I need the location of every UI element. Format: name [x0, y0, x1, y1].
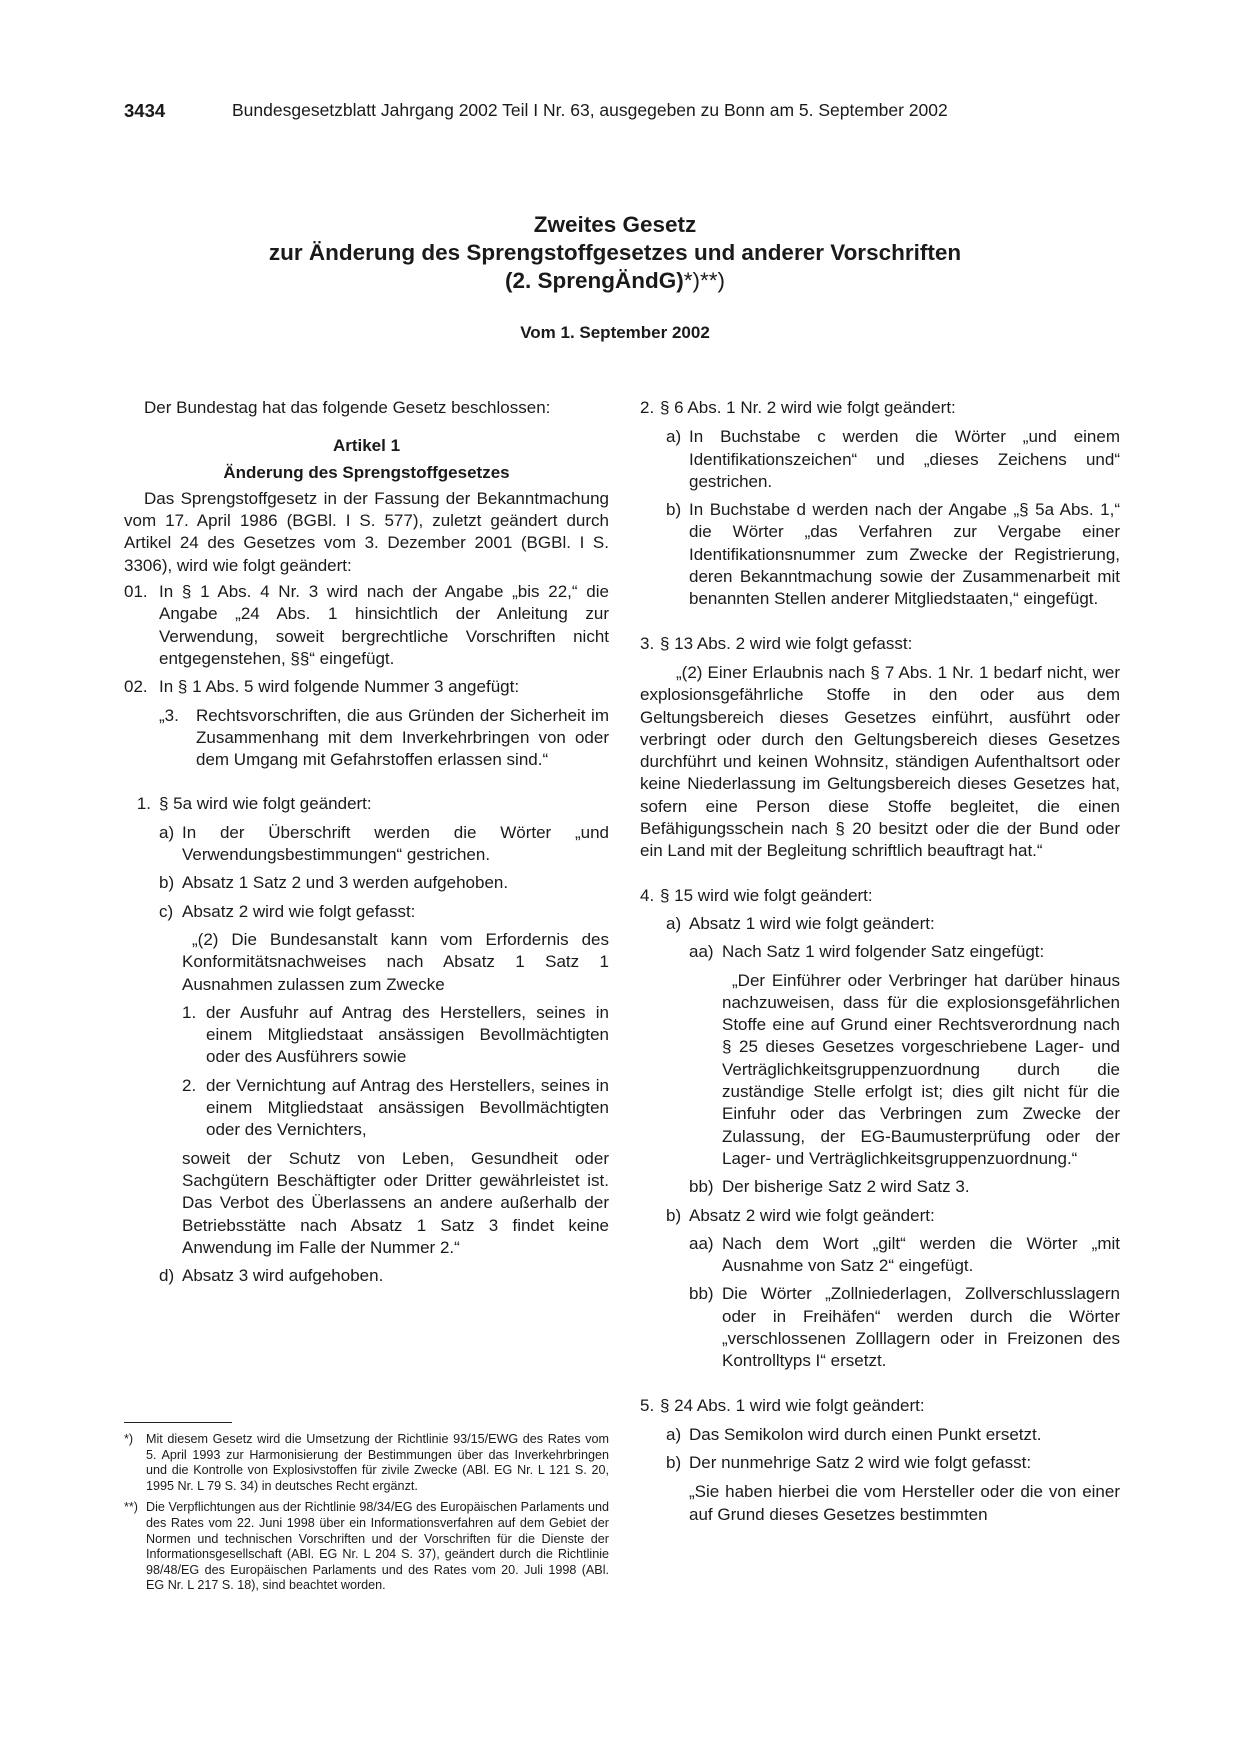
article-subheading: Änderung des Sprengstoffgesetzes [223, 462, 510, 482]
page-number: 3434 [124, 100, 166, 121]
right-column [640, 397, 1120, 1526]
sub-item: a) Das Semikolon wird durch einen Punkt ersetzt. [666, 1424, 1042, 1444]
sub-item: a) In der Überschrift werden die Wörter „und Verwendungsbestimmungen“ gestrichen. [159, 822, 609, 865]
list-item: 3. § 13 Abs. 2 wird wie folgt gefasst: [640, 633, 913, 653]
quoted-paragraph: soweit der Schutz von Leben, Gesundheit oder Sachgütern Beschäftigter oder Dritter gewährleistet ist. Das Verbot des Überlassens an andere außerhalb der Betriebsstätte nach Absatz 1 Satz 3 findet keine Anwendung im Falle der Nummer 2.“ [182, 1148, 609, 1257]
sub-item: b) Der nunmehrige Satz 2 wird wie folgt gefasst: [666, 1453, 1032, 1473]
intro-sentence: Der Bundestag hat das folgende Gesetz beschlossen: [144, 398, 551, 417]
article-intro-paragraph: Das Sprengstoffgesetz in der Fassung der Bekanntmachung vom 17. April 1986 (BGBl. I S. 577), zuletzt geändert durch Artikel 24 des Gesetzes vom 3. Dezember 2001 (BGBl. I S. 3306), wird wie folgt geändert: [124, 488, 609, 575]
footnote-divider [124, 1422, 232, 1423]
quoted-item: „3. Rechtsvorschriften, die aus Gründen der Sicherheit im Zusammenhang mit dem Inverkehrbringen von oder dem Umgang mit Gefahrstoffen erlassen sind.“ [159, 705, 609, 770]
footnote-markers: *)**) [683, 268, 725, 293]
running-title: Bundesgesetzblatt Jahrgang 2002 Teil I Nr. 63, ausgegeben zu Bonn am 5. September 2002 [232, 100, 948, 120]
title-line-1: Zweites Gesetz [533, 212, 697, 237]
list-item: 2. § 6 Abs. 1 Nr. 2 wird wie folgt geändert: [640, 398, 956, 417]
footnote: **) Die Verpflichtungen aus der Richtlinie 98/34/EG des Europäischen Parlaments und des Rates vom 22. Juni 1998 über ein Informationsverfahren auf dem Gebiet der Normen und technischen Vorschriften und der Vorschriften für die Dienste der Informationsgesellschaft (ABl. EG Nr. L 204 S. 37), geändert durch die Richtlinie 98/48/EG des Europäischen Parlaments und des Rates vom 20. Juli 1998 (ABl. EG Nr. L 217 S. 18), sind beachtet worden. [124, 1500, 609, 1593]
sub-item: a) In Buchstabe c werden die Wörter „und einem Identifikationszeichen“ und „dieses Zeichens und“ gestrichen. [666, 427, 1120, 491]
list-item: 4. § 15 wird wie folgt geändert: [640, 885, 873, 905]
list-item: 02. In § 1 Abs. 5 wird folgende Nummer 3 angefügt: [124, 677, 520, 697]
title-abbreviation: (2. SprengÄndG) [504, 268, 684, 293]
quoted-paragraph: „(2) Die Bundesanstalt kann vom Erfordernis des Konformitätsnachweises nach Absatz 1 Satz 1 Ausnahmen zulassen zum Zwecke [182, 929, 609, 994]
quoted-paragraph: „Der Einführer oder Verbringer hat darüber hinaus nachzuweisen, dass für die explosionsgefährlichen Stoffe eine auf Grund einer Rechtsverordnung nach § 25 dieses Gesetzes vorgeschriebene Lager- und Verträglichkeitsgruppenzuordnung durch die zuständige Stelle erfolgt ist; dies gilt nicht für die Einfuhr oder das Verbringen zum Zwecke der Zulassung, der EG-Baumusterprüfung oder der Lager- und Verträglichkeitsgruppenzuordnung.“ [722, 970, 1120, 1168]
list-item: 01. In § 1 Abs. 4 Nr. 3 wird nach der Angabe „bis 22,“ die Angabe „24 Abs. 1 hinsichtlich der Anleitung zur Verwendung, soweit bergrechtliche Vorschriften nicht entgegenstehen, §§“ eingefügt. [124, 582, 609, 668]
footnote: *) Mit diesem Gesetz wird die Umsetzung der Richtlinie 93/15/EWG des Rates vom 5. April 1993 zur Harmonisierung der Bestimmungen über das Inverkehrbringen und die Kontrolle von Explosivstoffen für zivile Zwecke (ABl. EG Nr. L 121 S. 20, 1995 Nr. L 79 S. 34) in deutsches Recht ergänzt. [124, 1432, 609, 1493]
sub-sub-item: bb) Die Wörter „Zollniederlagen, Zollverschlusslagern oder in Freihäfen“ werden durch die Wörter „verschlossenen Zolllagern oder in Freizonen des Kontrolltyps I“ ersetzt. [689, 1284, 1120, 1371]
left-column [124, 397, 609, 1287]
enactment-date: Vom 1. September 2002 [520, 323, 710, 342]
sub-item: c) Absatz 2 wird wie folgt gefasst: [159, 901, 416, 921]
list-item: 5. § 24 Abs. 1 wird wie folgt geändert: [640, 1395, 925, 1415]
numbered-item: 1. der Ausfuhr auf Antrag des Herstellers, seines in einem Mitgliedstaat ansässigen Bevollmächtigten oder des Ausführers sowie [182, 1002, 609, 1067]
sub-sub-item: aa) Nach Satz 1 wird folgender Satz eingefügt: [689, 942, 1045, 962]
sub-item: b) Absatz 1 Satz 2 und 3 werden aufgehoben. [159, 873, 509, 893]
sub-item: a) Absatz 1 wird wie folgt geändert: [666, 913, 935, 933]
numbered-item: 2. der Vernichtung auf Antrag des Herstellers, seines in einem Mitgliedstaat ansässigen Bevollmächtigten oder des Vernichters, [182, 1075, 609, 1140]
quoted-paragraph: „Sie haben hierbei die vom Hersteller oder die von einer auf Grund dieses Gesetzes bestimmten [689, 1482, 1120, 1524]
sub-item: b) Absatz 2 wird wie folgt geändert: [666, 1205, 935, 1225]
sub-sub-item: bb) Der bisherige Satz 2 wird Satz 3. [689, 1177, 970, 1197]
quoted-paragraph: „(2) Einer Erlaubnis nach § 7 Abs. 1 Nr. 1 bedarf nicht, wer explosionsgefährliche Stoffe in den oder aus dem Geltungsbereich dieses Gesetzes einführt, ausführt oder verbringt oder durch den Geltungsbereich dieses Gesetzes durchführt und keinen Wohnsitz, ständigen Aufenthaltsort oder keine Niederlassung im Geltungsbereich dieses Gesetzes hat, sofern eine Person diese Stoffe begleitet, die einen Befähigungsschein nach § 20 besitzt oder die der Bund oder ein Land mit der Begleitung schriftlich beauftragt hat.“ [640, 662, 1120, 861]
title-line-3 [130, 267, 1100, 295]
article-heading: Artikel 1 [332, 436, 401, 456]
sub-item: d) Absatz 3 wird aufgehoben. [159, 1266, 384, 1286]
sub-sub-item: aa) Nach dem Wort „gilt“ werden die Wörter „mit Ausnahme von Satz 2“ eingefügt. [689, 1233, 1120, 1276]
title-line-2: zur Änderung des Sprengstoffgesetzes und anderer Vorschriften [268, 240, 962, 265]
law-title [130, 211, 1100, 295]
sub-item: b) In Buchstabe d werden nach der Angabe „§ 5a Abs. 1,“ die Wörter „das Verfahren zur Vergabe einer Identifikationsnummer zum Zwecke der Registrierung, deren Bekanntmachung sowie der Zusammenarbeit mit benannten Stellen anderer Mitgliedstaaten,“ eingefügt. [666, 500, 1120, 609]
footnotes [124, 1432, 609, 1594]
list-item: 1. § 5a wird wie folgt geändert: [136, 794, 372, 814]
